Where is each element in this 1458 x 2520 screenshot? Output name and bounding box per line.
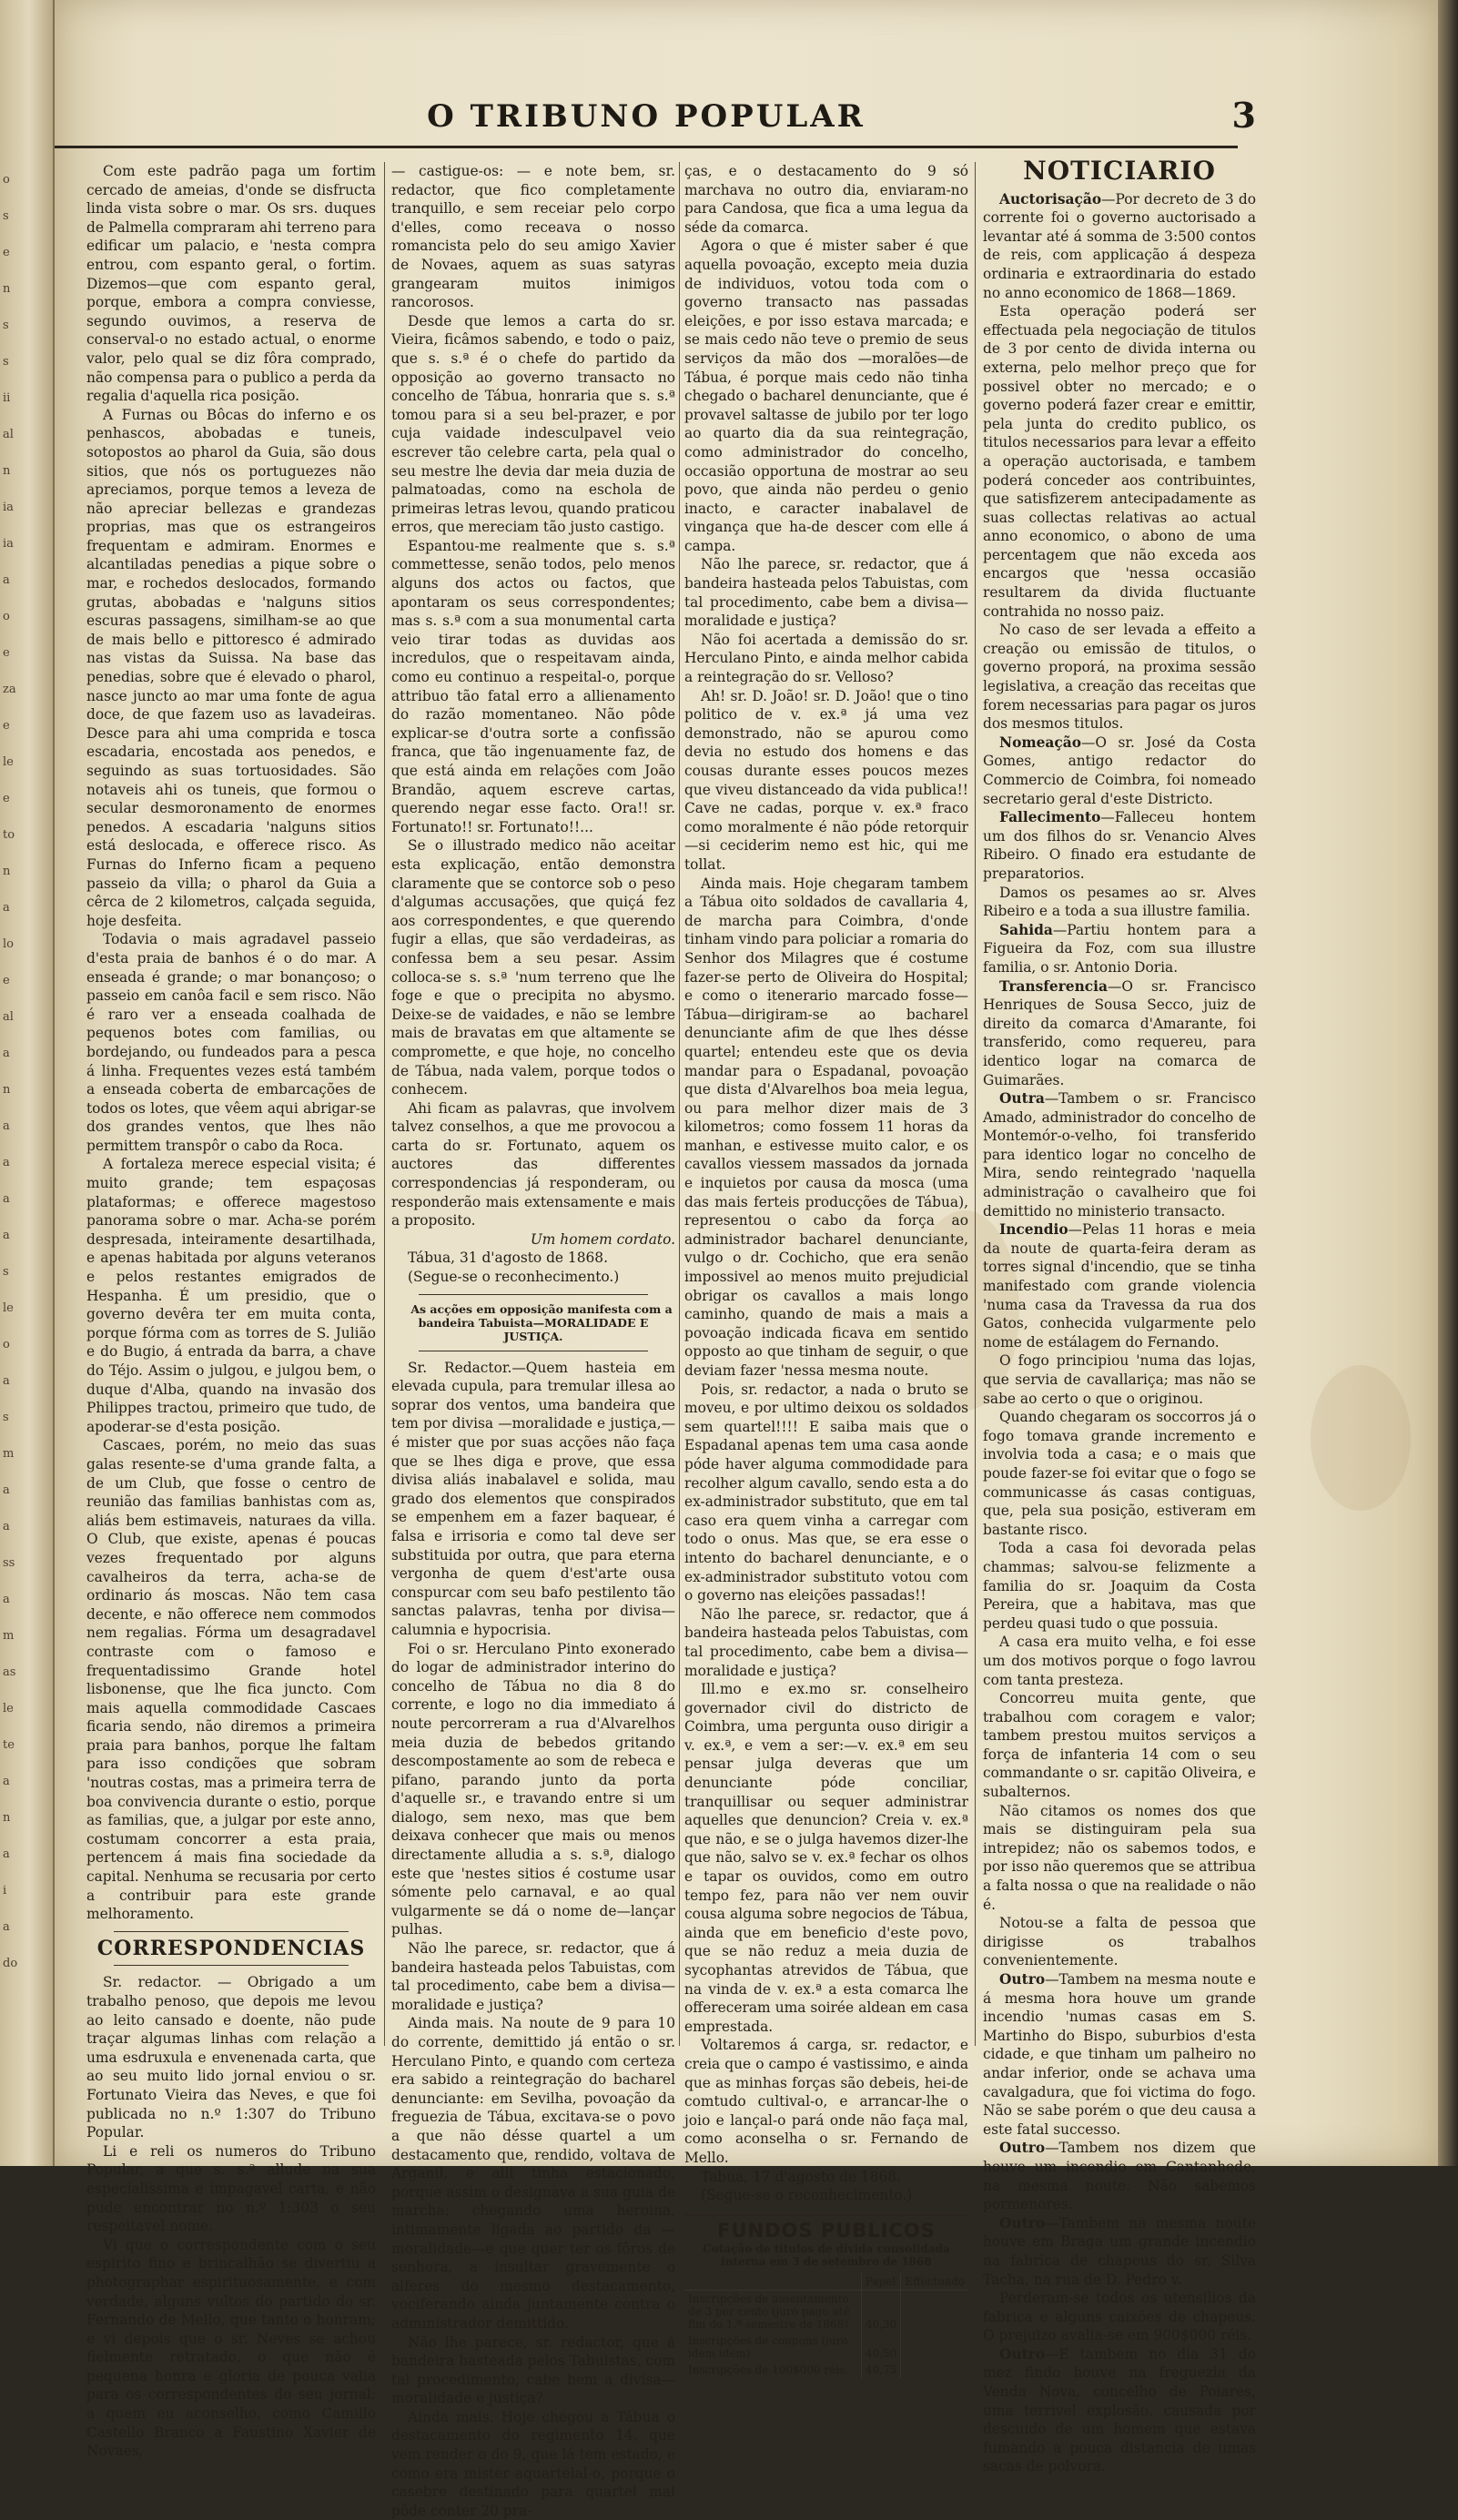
col1-body (86, 162, 376, 1924)
paragraph: ças, e o destacamento do 9 só marchava no outro dia, enviaram-no para Candosa, que fica a uma legua da séde da comarca. (684, 163, 968, 236)
left-page-fragment: s (3, 1411, 9, 1424)
noticia-text: —Tambem nos dizem que houve um incendio em Cantanhede, na mesma noute. Não sabemos pormenores. (983, 2140, 1256, 2213)
left-page-fragment: al (3, 428, 14, 441)
dateline: Tabua, 17 d'agosto de 1868. (701, 2168, 901, 2185)
left-page-fragment: as (3, 1665, 16, 1679)
table-cell (901, 2291, 968, 2333)
paragraph: Não lhe parece, sr. redactor, que á bandeira hasteada pelos Tabuistas, com tal procedimento, cabe bem a divisa—moralidade e justiça? (391, 2333, 675, 2407)
noticia-text: Concorreu muita gente, que trabalhou com coragem e valor; tambem prestou muitos serviços a força de infanteria 14 com o seu commandante o sr. capitão Oliveira, e subalternos. (983, 1690, 1256, 1801)
left-page-fragment: s (3, 209, 9, 223)
left-page-fragment: a (3, 1920, 10, 1934)
dateline: Tábua, 31 d'agosto de 1868. (408, 1250, 608, 1267)
paragraph: Li e reli os numeros do Tribuno Popular, a que s. s.ª allude na sua especialissima e impagavel carta, e não pude encontrar no n.º 1:303 o seu respeitavel nome. (86, 2142, 376, 2235)
paragraph: Cascaes, porém, no meio das suas galas resente-se d'uma grande falta, a de um Club, que fosse o centro de reunião das familias banhistas com as, aliás bem estimaveis, naturaes da villa. O Club, que existe, apenas é poucas vezes frequentado por alguns cavalheiros da terra, acha-se de ordinario ás moscas. Não tem casa decente, e não offerece nem commodos nem regalias. Fórma um desagradavel contraste com o famoso e frequentadissimo Grande hotel lisbonense, que lhe fica juncto. Com mais aquella commodidade Cascaes ficaria sendo, não diremos a primeira praia para banhos, porque lhe faltam para isso condições que sobram 'noutras costas, mas a primeira terra de boa convivencia durante o estio, porque as familias, que, a julgar por este anno, costumam concorrer a esta praia, pertencem á mais fina sociedade da capital. Nenhuma se recusaria por certo a contribuir para este grande melhoramento. (86, 1437, 376, 1923)
noticia-item (983, 1633, 1256, 1689)
column-4 (983, 156, 1256, 2475)
paragraph: Não foi acertada a demissão do sr. Herculano Pinto, e ainda melhor cabida a reintegração do sr. Velloso? (684, 631, 968, 686)
left-page-fragment: o (3, 610, 10, 623)
paragraph: Sr. redactor. — Obrigado a um trabalho penoso, que depois me levou ao leito cansado e doente, não pude traçar algumas linhas com relação a uma esdruxula e envenenada carta, que ao seu muito lido jornal enviou o sr. Fortunato Vieira das Neves, e que foi publicada no n.º 1:307 do Tribuno Popular. (86, 1974, 376, 2141)
left-page-fragment: n (3, 865, 11, 878)
left-page-fragment: do (3, 1957, 18, 1970)
noticia-item (983, 2345, 1256, 2476)
section-divider (114, 1931, 349, 1932)
noticia-heading: Outro (999, 2140, 1046, 2157)
left-page-fragment: le (3, 755, 14, 769)
table-row (684, 2362, 968, 2378)
noticia-item (983, 621, 1256, 734)
left-page-fragment: ia (3, 537, 14, 551)
noticia-text: O fogo principiou 'numa das lojas, que servia de cavallariça; mas não se sabe ao certo o que o originou. (983, 1352, 1256, 1407)
left-page-fragment: le (3, 1702, 14, 1715)
left-page-fragment: n (3, 1083, 11, 1097)
noticia-text: —Tambem na mesma noute e á mesma hora houve um grande incendio 'numas casas em S. Martinho do Bispo, suburbios d'esta cidade, e que tinham um palheiro no andar inferior, onde se achava uma cavalgadura, que foi victima do fogo. Não se sabe porém o que deu causa a este fatal successo. (983, 1971, 1256, 2138)
table-row (684, 2291, 968, 2333)
column-1 (86, 162, 376, 2460)
paragraph: A fortaleza merece especial visita; é muito grande; tem espaçosas plataformas; e offerece magestoso panorama sobre o mar. Acha-se porém despresada, inteiramente desartilhada, e apenas habitada por alguns veteranos e pelos restantes emigrados de Hespanha. É um presidio, que o governo devêra ter em muita conta, porque fórma com as torres de S. Julião e do Bugio, á entrada da barra, a chave do Téjo. Assim o julgou, e julgou bem, o duque d'Alba, quando na invasão dos Philippes tractou, primeiro que tudo, de apoderar-se d'esta posição. (86, 1156, 376, 1435)
left-page-fragment: ia (3, 501, 14, 514)
column-rule (679, 162, 680, 2046)
paragraph: Ahi ficam as palavras, que involvem talvez conselhos, a que me provocou a carta do sr. Fortunato, aquem os auctores das differentes correspondencias já responderam, ou responderão mais extensamente e mais a proposito. (391, 1099, 675, 1230)
page-number: 3 (1231, 95, 1256, 136)
noticia-item (983, 1220, 1256, 1351)
paragraph: Ainda mais. Hoje chegou a Tábua o destacamento do regimento 14, que vem render o do 9, que lá tem estado, e como era mister aquartelal-o, porque o casebre destinado para quartel mal pôde conter 20 pra- (391, 2408, 675, 2519)
paragraph: Todavia o mais agradavel passeio d'esta praia de banhos é o do mar. A enseada é grande; o mar bonançoso; o passeio em canôa facil e sem risco. Não é raro ver a enseada coalhada de pequenos botes com familias, ou bordejando, ou fundeados para a pesca á linha. Frequentes vezes está também a enseada coberta de embarcações de todos os lotes, que vêem aqui abrigar-se dos grandes ventos, que lhes não permittem transpôr o cabo da Roca. (86, 931, 376, 1154)
paragraph: Sr. Redactor.—Quem hasteia em elevada cupula, para tremular illesa ao soprar dos ventos, uma bandeira que tem por divisa —moralidade e justiça,— é mister que por suas acções não faça que se lhes diga e prove, que essa divisa aliás inabalavel e solida, mau grado dos elementos que conspirados se empenhem em a fazer baquear, é falsa e irrisoria e como tal deve ser substituida por outra, que para eterna vergonha de quem d'est'arte ousa conspurcar com seu bafo pestilento tão sanctas palavras, tenha por divisa—calumnia e hypocrisia. (391, 1359, 675, 1638)
noticia-heading: Sahida (999, 921, 1053, 938)
table-header: Effectuado (901, 2273, 968, 2291)
left-page-fragment: a (3, 1192, 10, 1206)
article-subhead: As acções em opposição manifesta com a bandeira Tabuista—MORALIDADE E JUSTIÇA. (410, 1301, 673, 1343)
noticia-item (983, 1408, 1256, 1539)
left-page-fragment: al (3, 1010, 14, 1024)
noticia-text: A casa era muito velha, e foi esse um dos motivos porque o fogo lavrou com tanta presteza. (983, 1634, 1256, 1688)
noticia-item (983, 2214, 1256, 2289)
noticia-text: Esta operação poderá ser effectuada pela negociação de titulos de 3 por cento de divida interna ou externa, pelo melhor preço que for possivel obter no mercado; e o governo poderá fazer crear e emittir, pela junta do credito publico, os titulos necessarios para levar a effeito a operação auctorisada, e tambem poderá conceder aos contribuintes, que satisfizerem antecipadamente as suas collectas relativas ao actual anno economico, o abono de uma percentagem que não exceda aos encargos que 'nessa occasião resultarem da divida fluctuante contrahida no nosso paiz. (983, 303, 1256, 620)
paragraph: Ah! sr. D. João! sr. D. João! que o tino politico de v. ex.ª já uma vez demonstrado, não se apurou como devia no estudo dos homens e das cousas durante esses poucos mezes que viveu distanceado da vida publica!! Cave ne cadas, porque v. ex.ª fraco como moralmente é não póde retorquir—si ceciderim nemo est hic, qui me tollat. (684, 687, 968, 873)
paragraph: Desde que lemos a carta do sr. Vieira, ficâmos sabendo, e todo o paiz, que s. s.ª é o chefe do partido da opposição ao governo transacto no concelho de Tábua, honraria que s. s.ª tomou para si a seu bel-prazer, e por cuja vaidade indesculpavel veio escrever tão celebre carta, pela qual o seu mestre lhe devia dar meia duzia de palmatoadas, como na eschola de primeiras letras levou, quando praticou erros, que mereciam tão justo castigo. (391, 312, 675, 536)
noticia-item (983, 734, 1256, 808)
fundos-subtitle: Cotação de titulos de divida consolidada interna em 3 de setembro de 1868 (703, 2242, 950, 2269)
left-page-fragment: i (3, 1884, 7, 1898)
left-page-fragment: m (3, 1447, 15, 1461)
noticia-item (983, 1914, 1256, 1970)
noticia-text: —Pelas 11 horas e meia da noute de quarta-feira deram as torres signal d'incendio, que se tinha manifestado com grande violencia 'numa casa da Travessa da rua dos Gatos, conhecida vulgarmente pelo nome de estálagem do Fernando. (983, 1221, 1256, 1351)
noticia-text: —O sr. José da Costa Gomes, antigo redactor do Commercio de Coimbra, foi nomeado secretario geral d'este Districto. (983, 734, 1256, 807)
left-page-fragment: e (3, 792, 10, 805)
fundos-table (684, 2273, 968, 2378)
right-page-edge (1438, 0, 1458, 2166)
left-page-fragment: n (3, 282, 11, 296)
paragraph: Não lhe parece, sr. redactor, que á bandeira hasteada pelos Tabuistas, com tal procedimento, cabe bem a divisa—moralidade e justiça? (684, 1605, 968, 1679)
noticia-item (983, 2139, 1256, 2213)
column-2 (391, 162, 675, 2519)
newspaper-title: O TRIBUNO POPULAR (427, 98, 866, 135)
fundos-title: FUNDOS PUBLICOS (717, 2219, 936, 2242)
noticia-item (983, 1689, 1256, 1802)
paragraph: Ainda mais. Na noute de 9 para 10 do corrente, demittido já então o sr. Herculano Pinto, e quando com certeza era sabido a reintegração do bacharel denunciante: em Sevilha, povoação da freguezia de Tábua, excitava-se o povo a que não désse quartel a um destacamento que, rendido, voltava de Arganil, e alli tinha estacionado, porque assim o designava a sua guia de marcha; chegando uma heroina, intimamente ligada ao partido da —moralidade—e que quer ter os fôros de senhora, a insultar gravemente o alferes do mesmo destacamento, vociferando ainda juntamente contra o administrador demittido. (391, 2015, 675, 2332)
noticia-item (983, 921, 1256, 977)
left-page-fragment: za (3, 683, 16, 696)
noticia-heading: Incendio (999, 1221, 1068, 1239)
noticia-item (983, 1351, 1256, 1408)
note: (Segue-se o reconhecimento.) (701, 2187, 913, 2204)
noticia-item (983, 1089, 1256, 1220)
left-page-fragment: e (3, 719, 10, 733)
note: (Segue-se o reconhecimento.) (408, 1269, 620, 1286)
noticia-text: —Falleceu hontem um dos filhos do sr. Venancio Alves Ribeiro. O finado era estudante de preparatorios. (983, 809, 1256, 882)
left-page-fragment: a (3, 1847, 10, 1861)
fundos-publicos (684, 2214, 968, 2379)
left-page-fragment: a (3, 1520, 10, 1533)
masthead (55, 91, 1256, 148)
left-page-fragment: o (3, 1338, 10, 1351)
noticiario-list (983, 190, 1256, 2476)
paragraph: Vi que o correspondente com o seu espirito fino e brincalhão se divertiu a photographar espirituosamente, e com verdade, alguns vultos do partido do sr. Fernando de Mello, que tanto o honram; e vi depois que o sr. Neves se achou fielmente retratado, o que não é pequena honra e gloria de pouca valia para os correspondentes do seu jornal; a quem eu aconselho, como Camillo Castello Branco a Faustino Xavier de Novaes, (86, 2236, 376, 2460)
left-page-fragment: e (3, 246, 10, 259)
section-divider (419, 1294, 648, 1295)
paragraph: Espantou-me realmente que s. s.ª commettesse, senão todos, pelo menos alguns dos actos ou factos, que apontaram os seus correspondentes; mas s. s.ª com a sua monumental carta veio tirar todas as duvidas aos incredulos, que o respeitavam ainda, como eu continuo a respeital-o, porque attribuo tão fatal erro a allienamento do razão momentaneo. Não pôde explicar-se d'outra sorte a confissão franca, que tão ingenuamente faz, de que está ainda em relações com João Brandão, aquem escreve cartas, querendo negar esse facto. Ora!! sr. Fortunato!! sr. Fortunato!!... (391, 537, 675, 835)
section-divider (114, 1965, 349, 1966)
correspondencias-title: CORRESPONDENCIAS (96, 1936, 366, 1960)
table-header (684, 2273, 861, 2291)
table-header: Papel (861, 2273, 900, 2291)
table-cell: Inscripções de coupons (juro idem idem) (688, 2334, 848, 2361)
left-page-edge (0, 0, 55, 2166)
paragraph: Ill.mo e ex.mo sr. conselheiro governador civil do districto de Coimbra, uma pergunta ouso dirigir a v. ex.ª, e vem a ser:—v. ex.ª em seu pensar julga deveras que um denunciante póde conciliar, tranquillisar ou sequer administrar aquelles que denuncion? Creia v. ex.ª que não, e se o julga havemos dizer-lhe que não, salvo se v. ex.ª fechar os olhos e tapar os ouvidos, como em outro tempo fez, para não ver nem ouvir cousa alguma sobre negocios de Tábua, ainda que em beneficio d'este povo, que se não reduz a meia duzia de sycophantas atrevidos de Tábua, que na vinda de v. ex.ª a esta comarca lhe offereceram uma soirée aldean em casa emprestada. (684, 1681, 968, 2035)
signature: Um homem cordato. (530, 1230, 675, 1248)
noticia-item (983, 808, 1256, 883)
left-page-fragment: le (3, 1301, 14, 1315)
noticia-item (983, 884, 1256, 921)
paragraph: — castigue-os: — e note bem, sr. redactor, que fico completamente tranquillo, e sem receiar pelo corpo d'elles, como receava o nosso romancista pelo do seu amigo Xavier de Novaes, aquem as suas satyras grangearam muitos inimigos rancorosos. (391, 163, 675, 311)
table-cell (901, 2362, 968, 2378)
table-row (684, 2333, 968, 2362)
left-page-fragment: m (3, 1629, 15, 1643)
noticia-text: Não citamos os nomes dos que mais se distinguiram pela sua intrepidez; não os sabemos todos, e por isso não queremos que se attribua a falta nossa o que na realidade o não é. (983, 1802, 1256, 1913)
noticia-item (983, 1802, 1256, 1915)
left-page-fragment: e (3, 646, 10, 660)
noticia-text: —Tambem na mesma noute houve em Braga um grande incendio na fabrica de chapeus do sr. Silva Tacha, na rua de D. Pedro v. (983, 2214, 1256, 2288)
table-cell (901, 2333, 968, 2362)
noticia-item (983, 2289, 1256, 2345)
noticia-heading: Outro (999, 2214, 1046, 2232)
table-cell: 40,50 (861, 2333, 900, 2362)
left-page-fragment: o (3, 173, 10, 187)
paragraph: Agora o que é mister saber é que aquella povoação, excepto meia duzia de individuos, votou toda com o governo transacto nas passadas eleições, e por isso estava marcada; e se mais cedo não teve o premio de seus serviços da mão dos —moralões—de Tábua, é porque mais cedo não tinha chegado o bacharel denunciante, que é provavel saltasse de jubilo por ter logo ao quarto dia da sua reintegração, como administrador do concelho, occasião opportuna de mostrar ao seu povo, que ainda não perdeu o genio inacto, e caracter inabalavel de vingança que ha-de descer com elle á campa. (684, 238, 968, 554)
paragraph: Voltaremos á carga, sr. redactor, e creia que o campo é vastissimo, e ainda que as minhas forças são debeis, hei-de comtudo cultival-o, e arrancar-lhe o joio e lançal-o pará onde não faça mal, como aconselha o sr. Fernando de Mello. (684, 2037, 968, 2166)
left-page-fragment: a (3, 1229, 10, 1242)
noticia-item (983, 977, 1256, 1090)
column-rule (384, 162, 385, 2046)
left-page-fragment: a (3, 1775, 10, 1788)
noticia-text: —O sr. Francisco Henriques de Sousa Secco, juiz de direito da comarca d'Amarante, foi transferido, como requereu, para identico logar na comarca de Guimarães. (983, 977, 1256, 1088)
noticia-text: Damos os pesames ao sr. Alves Ribeiro e a toda a sua illustre familia. (983, 884, 1256, 920)
noticia-item (983, 1970, 1256, 2139)
noticia-text: Quando chegaram os soccorros já o fogo tomava grande incremento e involvia toda a casa; e o mais que poude fazer-se foi evitar que o fogo se communicasse ás casas contiguas, que, pela sua posição, estiveram em bastante risco. (983, 1409, 1256, 1538)
noticia-item (983, 190, 1256, 303)
noticia-heading: Transferencia (999, 977, 1108, 995)
left-page-fragment: a (3, 1483, 10, 1497)
paragraph: A Furnas ou Bôcas do inferno e os penhascos, abobadas e tuneis, sotopostos ao pharol da Guia, são dous sitios, que nós os portuguezes não apreciamos, porque temos a leveza de não apreciar bellezas e grandezas proprias, mas que os estrangeiros frequentam e admiram. Enormes e alcantiladas penedias a pique sobre o mar, e rochedos deslocados, formando grutas, abobadas e 'nalguns sitios escuras passagens, similham-se ao que de mais bello e pittoresco é admirado nas vistas da Suissa. Na base das penedias, sobre que é elevado o pharol, nasce juncto ao mar uma fonte de agua doce, de que fazem uso as lavadeiras. Desce para ahi uma comprida e tosca escadaria, encostada aos penedos, e seguindo as suas tortuosidades. São notaveis ahi os tuneis, que formou o secular desmoronamento de enormes penedos. A escadaria 'nalguns sitios está deslocada, e offerece risco. As Furnas do Inferno ficam a pequeno passeio da villa; o pharol da Guia a cêrca de 2 kilometros, calçada seguida, hoje desfeita. (86, 406, 376, 929)
paper-stain (1311, 1365, 1411, 1511)
paragraph: Não lhe parece, sr. redactor, que á bandeira hasteada pelos Tabuistas, com tal procedimento, cabe bem a divisa—moralidade e justiça? (684, 556, 968, 630)
noticia-heading: Auctorisação (999, 190, 1102, 207)
left-page-fragment: a (3, 573, 10, 587)
noticia-text: —Tambem o sr. Francisco Amado, administrador do concelho de Montemór-o-velho, foi transferido para identico logar no concelho de Mira, sendo reintegrado 'naquella administração o cavalheiro que foi demittido no ministerio transacto. (983, 1090, 1256, 1220)
noticia-text: —E tambem no dia 31 do mez findo houve na freguezia da Venda Nova, concelho de Poiares, uma terrivel explosão, causada por descuido de um homem que estava fumando a pouca distancia de umas sacas de polvora. (983, 2345, 1256, 2475)
left-page-fragment: e (3, 974, 10, 987)
left-page-fragment: lo (3, 937, 14, 951)
table-cell: 40,75 (861, 2362, 900, 2378)
column-3 (684, 162, 968, 2377)
left-page-fragment: a (3, 1593, 10, 1606)
left-page-fragment: a (3, 1119, 10, 1133)
left-page-fragment: s (3, 1265, 9, 1279)
left-page-fragment: a (3, 1374, 10, 1388)
left-page-fragment: n (3, 1811, 11, 1825)
noticia-text: —Por decreto de 3 do corrente foi o governo auctorisado a levantar até á somma de 3:500 contos de reis, com applicação á despeza ordinaria e extraordinaria do estado no anno economico de 1868—1869. (983, 190, 1256, 301)
noticia-text: Notou-se a falta de pessoa que dirigisse os trabalhos convenientemente. (983, 1915, 1256, 1969)
paragraph: Não lhe parece, sr. redactor, que á bandeira hasteada pelos Tabuistas, com tal procedimento, cabe bem a divisa—moralidade e justiça? (391, 1940, 675, 2013)
noticia-text: —Partiu hontem para a Figueira da Foz, com sua illustre familia, o sr. Antonio Doria. (983, 921, 1256, 976)
table-cell: Inscripções de 100$000 réis. (688, 2363, 849, 2377)
noticiario-title: NOTICIARIO (1023, 156, 1216, 186)
left-page-fragment: to (3, 828, 15, 842)
paragraph: Foi o sr. Herculano Pinto exonerado do logar de administrador interino do concelho de Tábua no dia 8 do corrente, e logo no dia immediato á noute percorreram a rua d'Alvarelhos meia duzia de bebedos gritando descompostamente ao som de rebeca e pifano, parando junto da porta d'aquelle sr., e travando entre si um dialogo, sem nexo, mas que bem deixava conhecer que mais ou menos directamente alludia a s. s.ª, dialogo este que 'nestes sitios é costume usar sómente pelo carnaval, e ao qual vulgarmente se dá o nome de—lançar pulhas. (391, 1640, 675, 1938)
noticia-text: No caso de ser levada a effeito a creação ou emissão de titulos, o governo proporá, na proxima sessão legislativa, a creação das receitas que forem necessarias para pagar os juros dos mesmos titulos. (983, 622, 1256, 733)
left-page-fragment: a (3, 1156, 10, 1169)
paragraph: Com este padrão paga um fortim cercado de ameias, d'onde se disfructa linda vista sobre o mar. Os srs. duques de Palmella compraram ahi terreno para edificar um palacio, e 'nesta compra entrou, com espanto geral, o fortim. Dizemos—que com espanto geral, porque, embora a compra conviesse, segundo ouvimos, a reserva de conserval-o no estado actual, o enorme valor, pelo qual se diz fôra comprado, não compensa para o publico a perda da regalia d'aquella rica posição. (86, 163, 376, 405)
noticia-text: Toda a casa foi devorada pelas chammas; salvou-se felizmente a familia do sr. Joaquim da Costa Pereira, que a habitava, mas que perdeu quasi tudo o que possuia. (983, 1540, 1256, 1632)
left-page-fragment: s (3, 319, 9, 332)
left-page-fragment: ii (3, 391, 11, 405)
left-page-fragment: te (3, 1738, 15, 1752)
paragraph: Ainda mais. Hoje chegaram tambem a Tábua oito soldados de cavallaria 4, de marcha para Coimbra, d'onde tinham vindo para policiar a romaria do Senhor dos Milagres que é costume fazer-se perto de Oliveira do Hospital; e como o itenerario marcado fosse—Tábua—dirigiram-se ao bacharel denunciante afim de que lhes désse quartel; entendeu este que os devia mandar para o Espadanal, povoação que dista d'Alvarelhos boa meia legua, ou para melhor dizer mais de 3 kilometros; como fossem 11 horas da manhan, e estivesse muito calor, e os cavallos viessem massados da jornada e inquietos por causa da mosca (uma das mais ferteis producções de Tábua), representou o cabo da força ao administrador bacharel denunciante, vulgo o dr. Cochicho, que era senão impossivel ao menos muito prejudicial obrigar os cavallos a mais longo caminho, quando de mais a mais a povoação indicada ficava em sentido opposto ao que tinham de seguir, o que deviam fazer 'nessa mesma noute. (684, 875, 968, 1379)
noticia-heading: Fallecimento (999, 809, 1101, 826)
table-cell: 40,30 (861, 2291, 900, 2333)
noticia-heading: Outro (999, 1971, 1046, 1988)
column-rule (975, 162, 976, 2046)
left-page-fragment: a (3, 901, 10, 915)
noticia-heading: Nomeação (999, 734, 1081, 751)
left-page-fragment: n (3, 464, 11, 478)
left-page-fragment: s (3, 355, 9, 369)
paragraph: Se o illustrado medico não aceitar esta explicação, então demonstra claramente que se contorce sob o peso d'algumas accusações, que quiçá fez aos correspondentes, e que querendo fugir a ellas, que são verdadeiras, as confessa bem a seu pesar. Assim colloca-se s. s.ª 'num terreno que lhe foge e que o precipita no abysmo. Deixe-se de vaidades, e não se lembre mais de bravatas em que altamente se compromette, e que hoje, no concelho de Tábua, nada valem, porque todos o conhecem. (391, 837, 675, 1098)
noticia-item (983, 302, 1256, 621)
left-page-fragment: a (3, 1047, 10, 1060)
noticia-item (983, 1539, 1256, 1633)
noticia-heading: Outro (999, 2345, 1046, 2363)
noticia-text: Perderam-se todos os utensilios da fabrica e alguns caixões de chapeus. O prejuizo avalia-se em 900$000 réis. (983, 2290, 1256, 2344)
left-page-fragment: ss (3, 1556, 15, 1570)
table-cell: Inscripções de assentamento de 3 por cento (juro pago até fim do 1.º semestre de 1868) (688, 2292, 850, 2332)
paragraph: Pois, sr. redactor, a nada o bruto se moveu, e por ultimo deixou os soldados sem quartel!!!! E saiba mais que o Espadanal apenas tem uma casa aonde póde haver alguma commodidade para recolher algum cavallo, sendo esta a do ex-administrador substituto, que em tal caso era quem vinha a carregar com todo o onus. Mas que, se era esse o intento do bacharel denunciante, e o ex-administrador substituto votou com o governo nas eleições passadas!! (684, 1381, 968, 1604)
noticia-heading: Outra (999, 1090, 1045, 1108)
